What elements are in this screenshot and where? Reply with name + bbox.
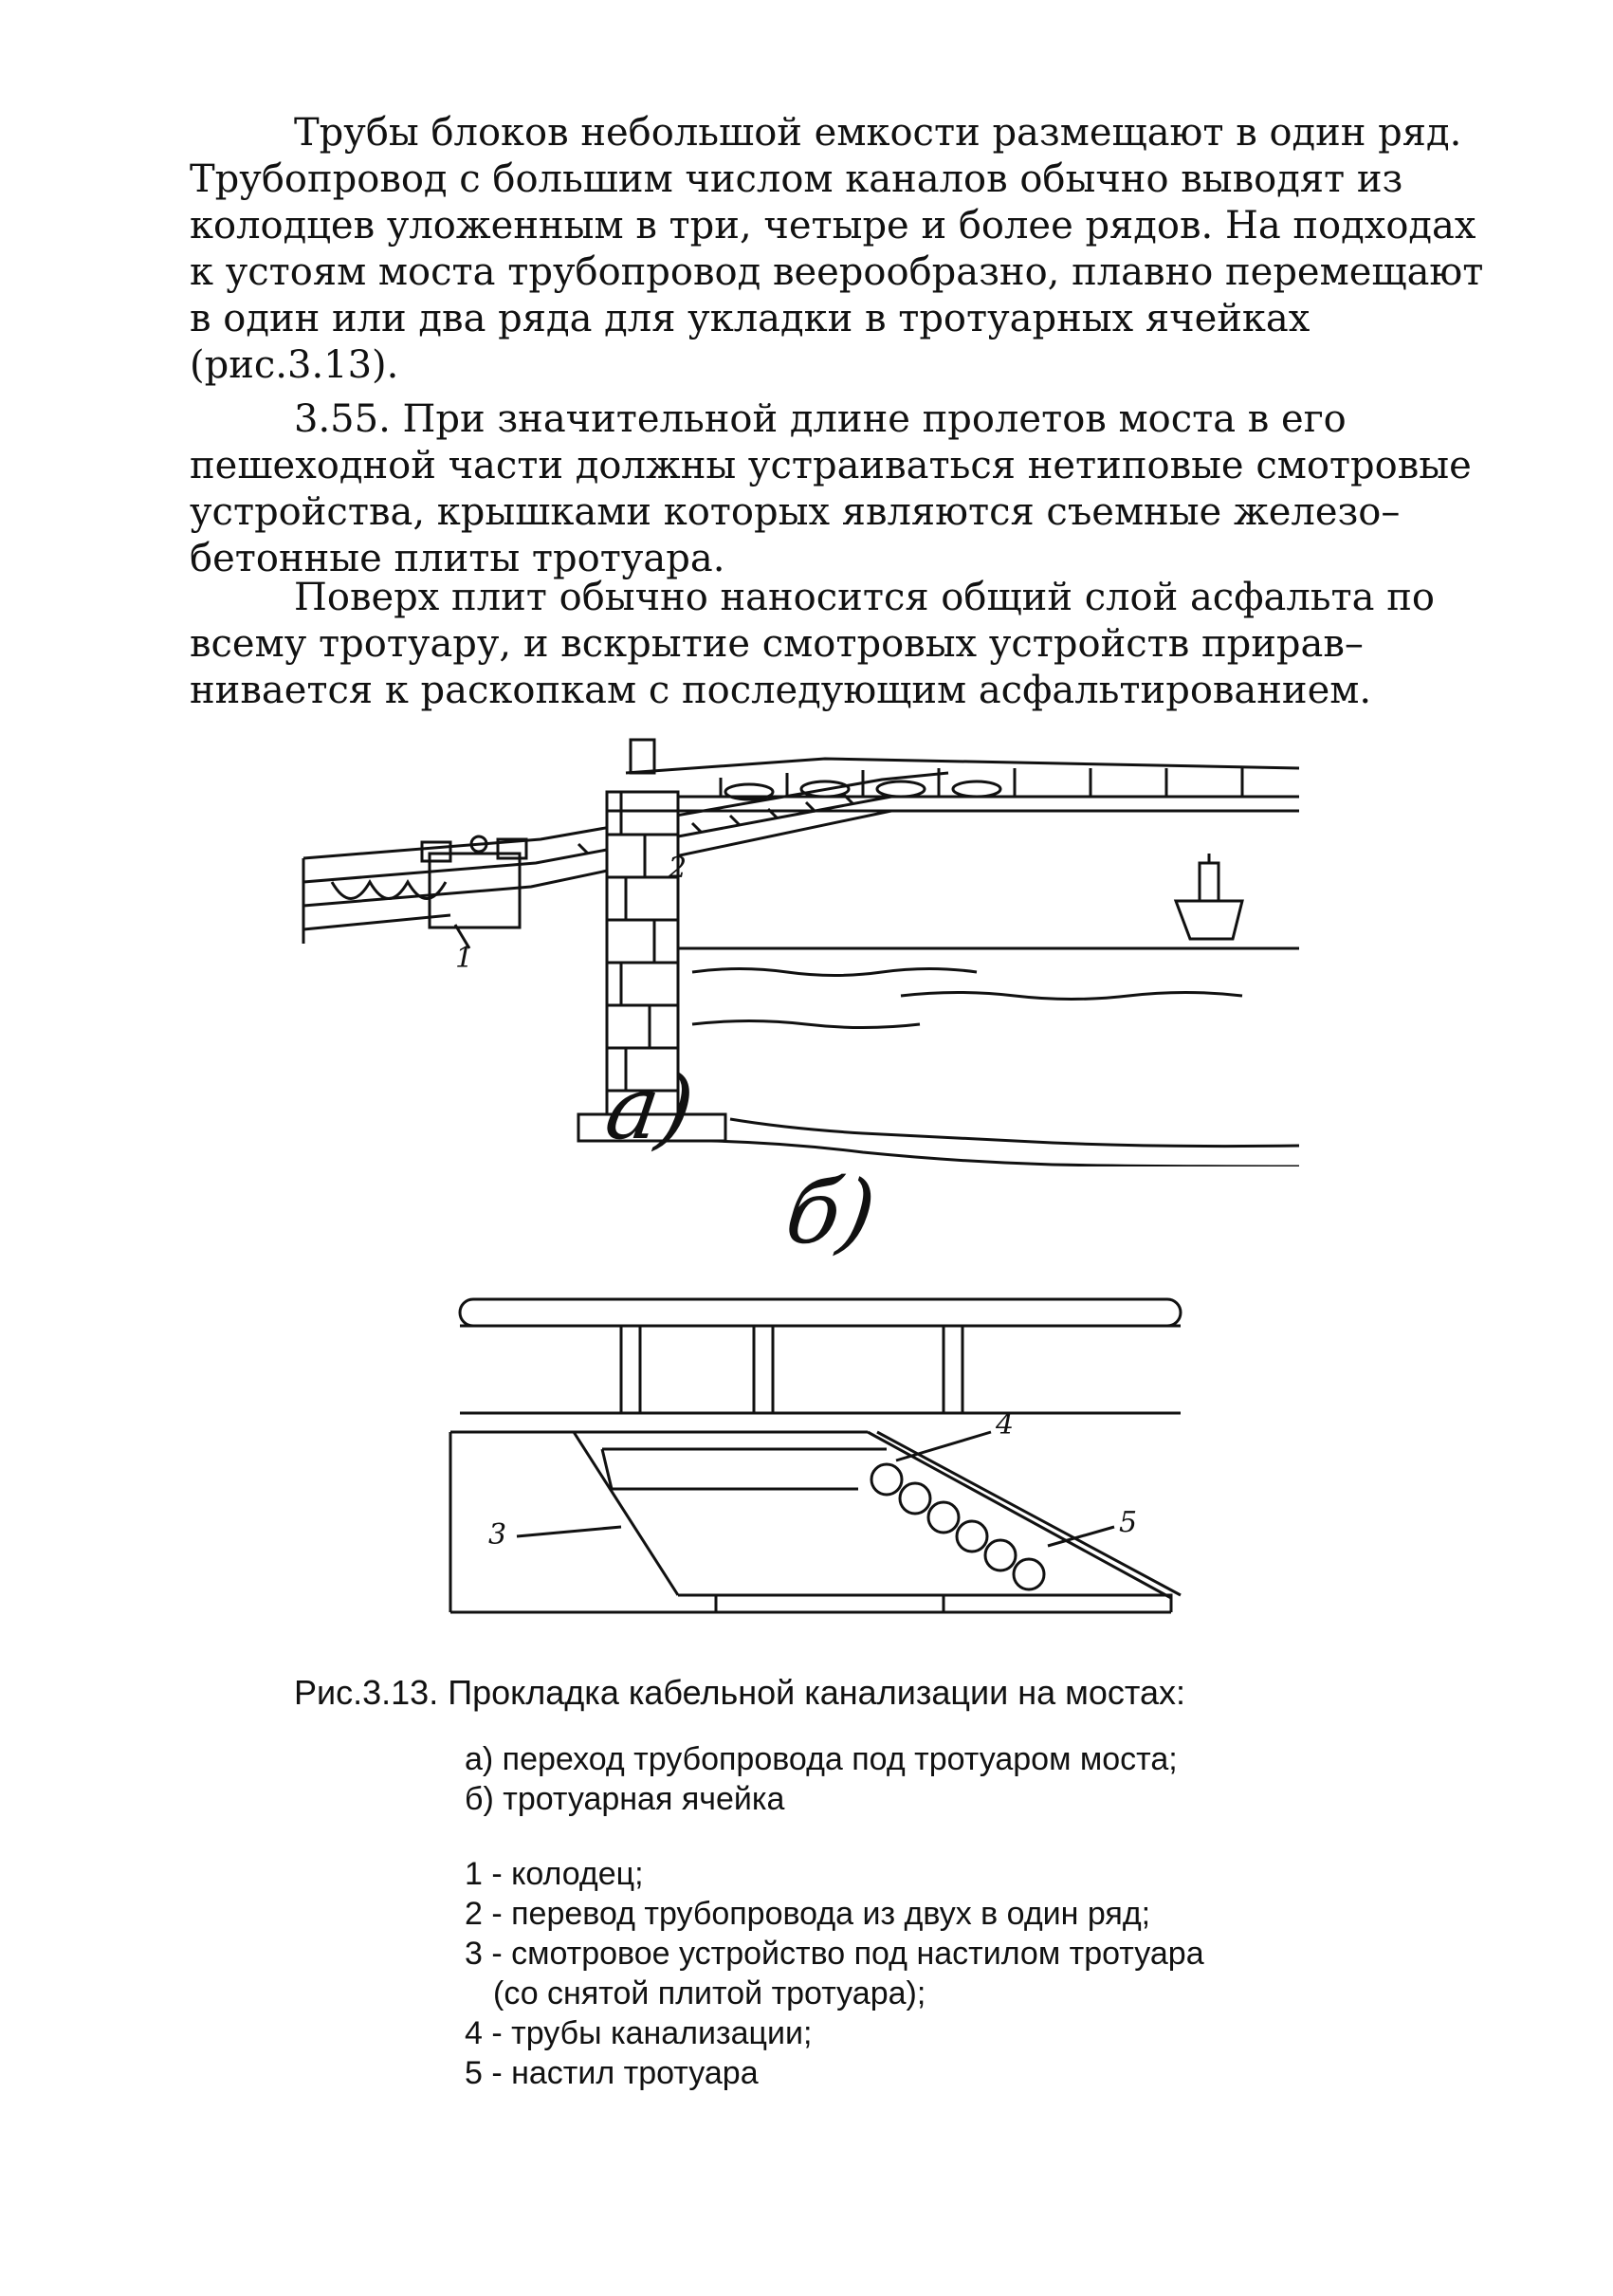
callout-3: 3 [488,1518,507,1552]
legend-item: 4 - трубы канализации; [465,2015,813,2051]
figure-b-sidewalk-cell [431,1290,1209,1650]
text-line: (рис.3.13). [190,343,399,387]
text-line: к устоям моста трубопровод веерообразно, плавно перемещают [190,250,1484,294]
text-line: всему тротуару, и вскрытие смотровых устройств прирав– [190,622,1364,666]
legend-item: (со снятой плитой тротуара); [493,1975,926,2011]
slab-cut-line [574,1432,678,1595]
view-item: б) тротуарная ячейка [465,1781,785,1817]
bridge-deck-top [626,759,1299,773]
legend-item: 3 - смотровое устройство под настилом тротуара [465,1936,1204,1972]
cable-pipe [985,1540,1016,1570]
legend-item: 2 - перевод трубопровода из двух в один ряд; [465,1896,1151,1932]
text-line: Поверх плит обычно наносится общий слой асфальта по [294,576,1435,619]
approach-pipeline-lower [303,811,891,906]
paragraph-asphalt [190,575,1435,714]
cable-pipe [900,1483,930,1514]
text-line: Трубопровод с большим числом каналов обычно выводят из [190,157,1403,201]
legend-item: 5 - настил тротуара [465,2055,759,2091]
callout-5: 5 [1119,1506,1138,1539]
figure-caption: Рис.3.13. Прокладка кабельной канализации на мостах: [294,1673,1185,1712]
callout-1: 1 [455,942,474,975]
view-a-label: а) [599,1057,701,1159]
text-line: 3.55. При значительной длине пролетов моста в его [294,397,1347,441]
text-line: пешеходной части должны устраиваться нетиповые смотровые [190,444,1472,487]
view-item: а) переход трубопровода под тротуаром моста; [465,1741,1178,1777]
boat [1176,901,1242,939]
figure-legend-list [465,1854,1451,2093]
figure-a-bridge-approach [294,721,1309,1166]
callout-2: 2 [669,852,687,885]
paragraph-pipe-placement [190,110,1484,389]
text-line: в один или два ряда для укладки в тротуарных ячейках [190,297,1311,340]
callout-4: 4 [996,1408,1015,1442]
text-line: нивается к раскопкам с последующим асфальтированием. [190,669,1372,712]
cable-pipe [1014,1559,1044,1589]
figure-views-list [465,1739,1451,1819]
paragraph-section-3-55 [190,396,1472,582]
railing-top [460,1299,1181,1326]
cable-pipe [871,1464,902,1495]
text-line: бетонные плиты тротуара. [190,537,725,580]
text-line: Трубы блоков небольшой емкости размещают в один ряд. [294,111,1462,155]
railing-posts [621,1326,962,1413]
water-surface [678,948,1299,1028]
cable-pipe [957,1521,987,1552]
text-line: колодцев уложенным в три, четыре и более рядов. На подходах [190,204,1476,248]
cable-pipe [928,1502,959,1533]
text-line: устройства, крышками которых являются съемные железо– [190,490,1401,534]
view-b-label: б) [779,1162,882,1263]
legend-item: 1 - колодец; [465,1856,644,1892]
